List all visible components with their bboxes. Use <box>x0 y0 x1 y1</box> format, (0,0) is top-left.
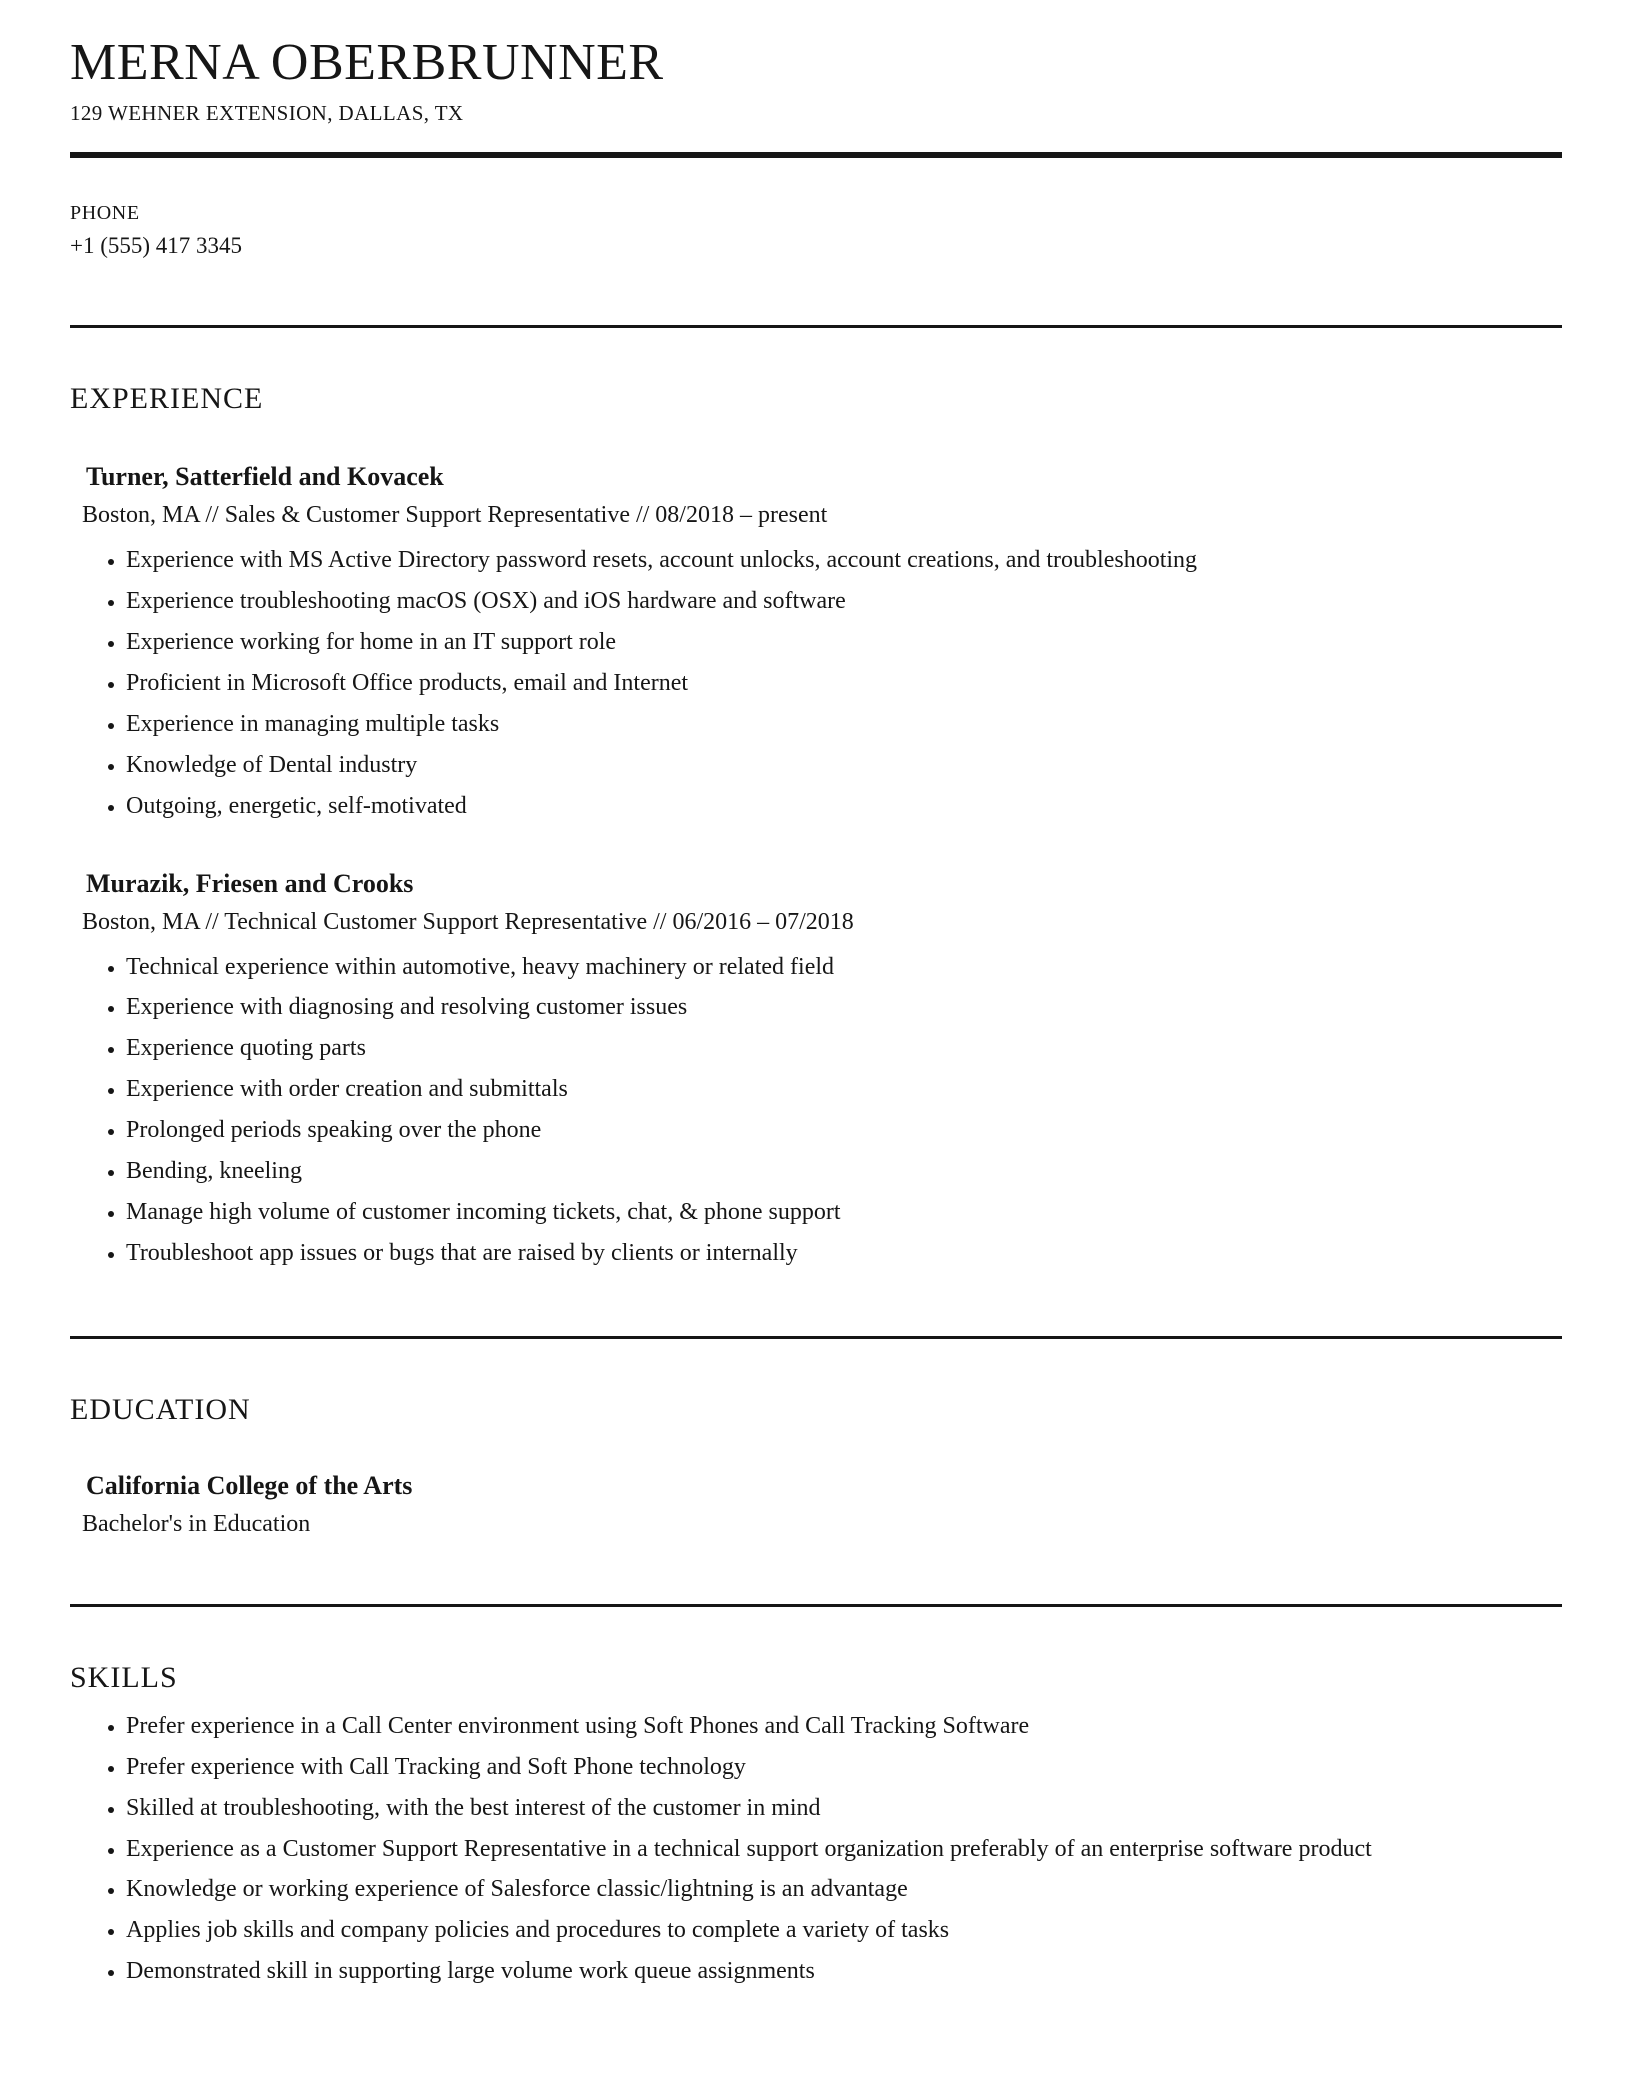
bullet-item: • Experience with diagnosing and resolving customer issues <box>126 992 1546 1024</box>
job-entry <box>70 462 1562 822</box>
bullet-item: • Technical experience within automotive, heavy machinery or related field <box>126 952 1546 984</box>
section-divider <box>70 325 1562 328</box>
experience-section <box>70 382 1562 1270</box>
education-section-title: EDUCATION <box>70 1392 251 1426</box>
education-entry <box>70 1471 1562 1538</box>
bullet-item: • Experience as a Customer Support Representative in a technical support organization preferably of an enterprise software product <box>126 1834 1546 1866</box>
job-company: Turner, Satterfield and Kovacek <box>86 462 444 492</box>
bullet-item: • Outgoing, energetic, self-motivated <box>126 791 1546 823</box>
section-divider <box>70 1604 1562 1607</box>
job-company: Murazik, Friesen and Crooks <box>86 868 414 898</box>
bullet-item: • Prolonged periods speaking over the phone <box>126 1115 1546 1147</box>
bullet-item: • Skilled at troubleshooting, with the best interest of the customer in mind <box>126 1793 1546 1825</box>
bullet-item: • Troubleshoot app issues or bugs that are raised by clients or internally <box>126 1238 1546 1270</box>
bullet-item: • Knowledge of Dental industry <box>126 750 1546 782</box>
bullet-item: • Prefer experience with Call Tracking and Soft Phone technology <box>126 1752 1546 1784</box>
phone-value: +1 (555) 417 3345 <box>70 233 243 259</box>
person-name: MERNA OBERBRUNNER <box>70 34 664 91</box>
bullet-item: • Experience in managing multiple tasks <box>126 709 1546 741</box>
bullet-item: • Experience with order creation and submittals <box>126 1074 1546 1106</box>
education-degree: Bachelor's in Education <box>82 1510 311 1537</box>
bullet-item: • Bending, kneeling <box>126 1156 1546 1188</box>
job-entry <box>70 869 1562 1270</box>
job-meta: Boston, MA // Technical Customer Support Representative // 06/2016 – 07/2018 <box>82 908 854 935</box>
job-meta: Boston, MA // Sales & Customer Support Representative // 08/2018 – present <box>82 502 828 529</box>
skills-section <box>70 1661 1562 1988</box>
resume-header <box>70 34 1562 126</box>
bullet-item: • Prefer experience in a Call Center environment using Soft Phones and Call Tracking Software <box>126 1711 1546 1743</box>
bullet-item: • Proficient in Microsoft Office products, email and Internet <box>126 668 1546 700</box>
section-divider <box>70 1336 1562 1339</box>
bullet-item: • Experience quoting parts <box>126 1033 1546 1065</box>
bullet-item: • Knowledge or working experience of Salesforce classic/lightning is an advantage <box>126 1874 1546 1906</box>
bullet-item: • Applies job skills and company policies and procedures to complete a variety of tasks <box>126 1915 1546 1947</box>
education-section <box>70 1393 1562 1538</box>
phone-label: PHONE <box>70 202 140 225</box>
header-divider <box>70 152 1562 158</box>
job-bullet-list <box>70 952 1562 1270</box>
bullet-item: • Demonstrated skill in supporting large volume work queue assignments <box>126 1956 1546 1988</box>
resume-document <box>70 34 1562 1988</box>
bullet-item: • Experience troubleshooting macOS (OSX) and iOS hardware and software <box>126 586 1546 618</box>
bullet-item: • Experience with MS Active Directory password resets, account unlocks, account creations, and troubleshooting <box>126 545 1546 577</box>
job-bullet-list <box>70 545 1562 822</box>
bullet-item: • Experience working for home in an IT support role <box>126 627 1546 659</box>
person-address: 129 WEHNER EXTENSION, DALLAS, TX <box>70 101 464 126</box>
experience-section-title: EXPERIENCE <box>70 382 264 416</box>
skills-section-title: SKILLS <box>70 1660 178 1694</box>
contact-section <box>70 202 1562 259</box>
education-school: California College of the Arts <box>86 1470 413 1500</box>
bullet-item: • Manage high volume of customer incoming tickets, chat, & phone support <box>126 1197 1546 1229</box>
skills-bullet-list <box>70 1711 1562 1988</box>
